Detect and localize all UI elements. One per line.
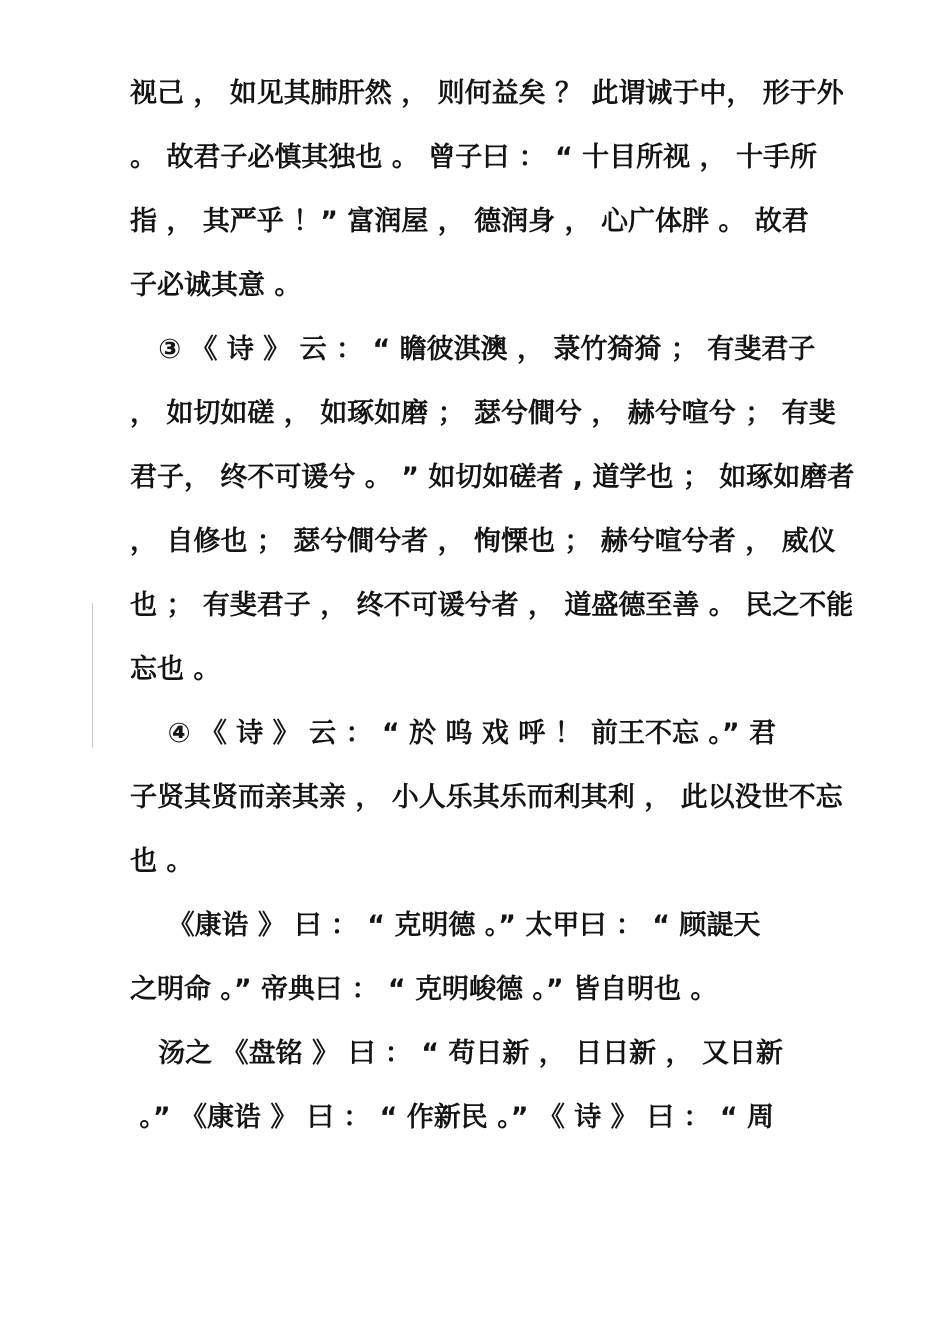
- text-line: 指 ， 其严乎 ！” 富润屋 ， 德润身 ， 心广体胖 。 故君: [130, 206, 809, 237]
- text-line: 。” 《康诰 》 曰 ： “ 作新民 。” 《 诗 》 曰 ： “ 周: [130, 1102, 774, 1133]
- text-line: 视己 ， 如见其肺肝然 ， 则何益矣 ？ 此谓诚于中， 形于外: [130, 78, 844, 109]
- text-line: ， 自修也 ； 瑟兮僴兮者 ， 恂慄也 ； 赫兮喧兮者 ， 威仪: [130, 526, 836, 557]
- text-line: 子贤其贤而亲其亲 ， 小人乐其乐而利其利 ， 此以没世不忘: [130, 782, 843, 813]
- text-line: 之明命 。” 帝典曰 ： “ 克明峻德 。” 皆自明也 。: [130, 974, 718, 1005]
- text-line: 君子， 终不可谖兮 。 ” 如切如磋者 , 道学也 ； 如琢如磨者: [130, 462, 855, 493]
- text-line: 汤之 《盘铭 》 曰 ： “ 苟日新 ， 日日新 ， 又日新: [130, 1038, 783, 1069]
- text-body: [130, 62, 860, 1150]
- text-line: 也 ； 有斐君子 ， 终不可谖兮者 ， 道盛德至善 。 民之不能: [130, 590, 854, 621]
- text-line: 。 故君子必慎其独也 。 曾子曰 ： “ 十目所视 ， 十手所: [130, 142, 817, 173]
- text-line: ， 如切如磋 ， 如琢如磨 ； 瑟兮僴兮 ， 赫兮喧兮 ； 有斐: [130, 398, 836, 429]
- text-line: 也 。: [130, 846, 194, 877]
- text-line: 忘也 。: [130, 654, 221, 685]
- text-line: 子必诚其意 。: [130, 270, 302, 301]
- margin-rule: [92, 603, 93, 748]
- text-line: ④ 《 诗 》 云 ： “ 於 呜 戏 呼 ！ 前王不忘 。” 君: [130, 718, 777, 749]
- text-line: ③ 《 诗 》 云 ： “ 瞻彼淇澳 ， 菉竹猗猗 ； 有斐君子: [130, 334, 816, 365]
- text-line: 《康诰 》 曰 ： “ 克明德 。” 太甲曰 ： “ 顾諟天: [130, 910, 761, 941]
